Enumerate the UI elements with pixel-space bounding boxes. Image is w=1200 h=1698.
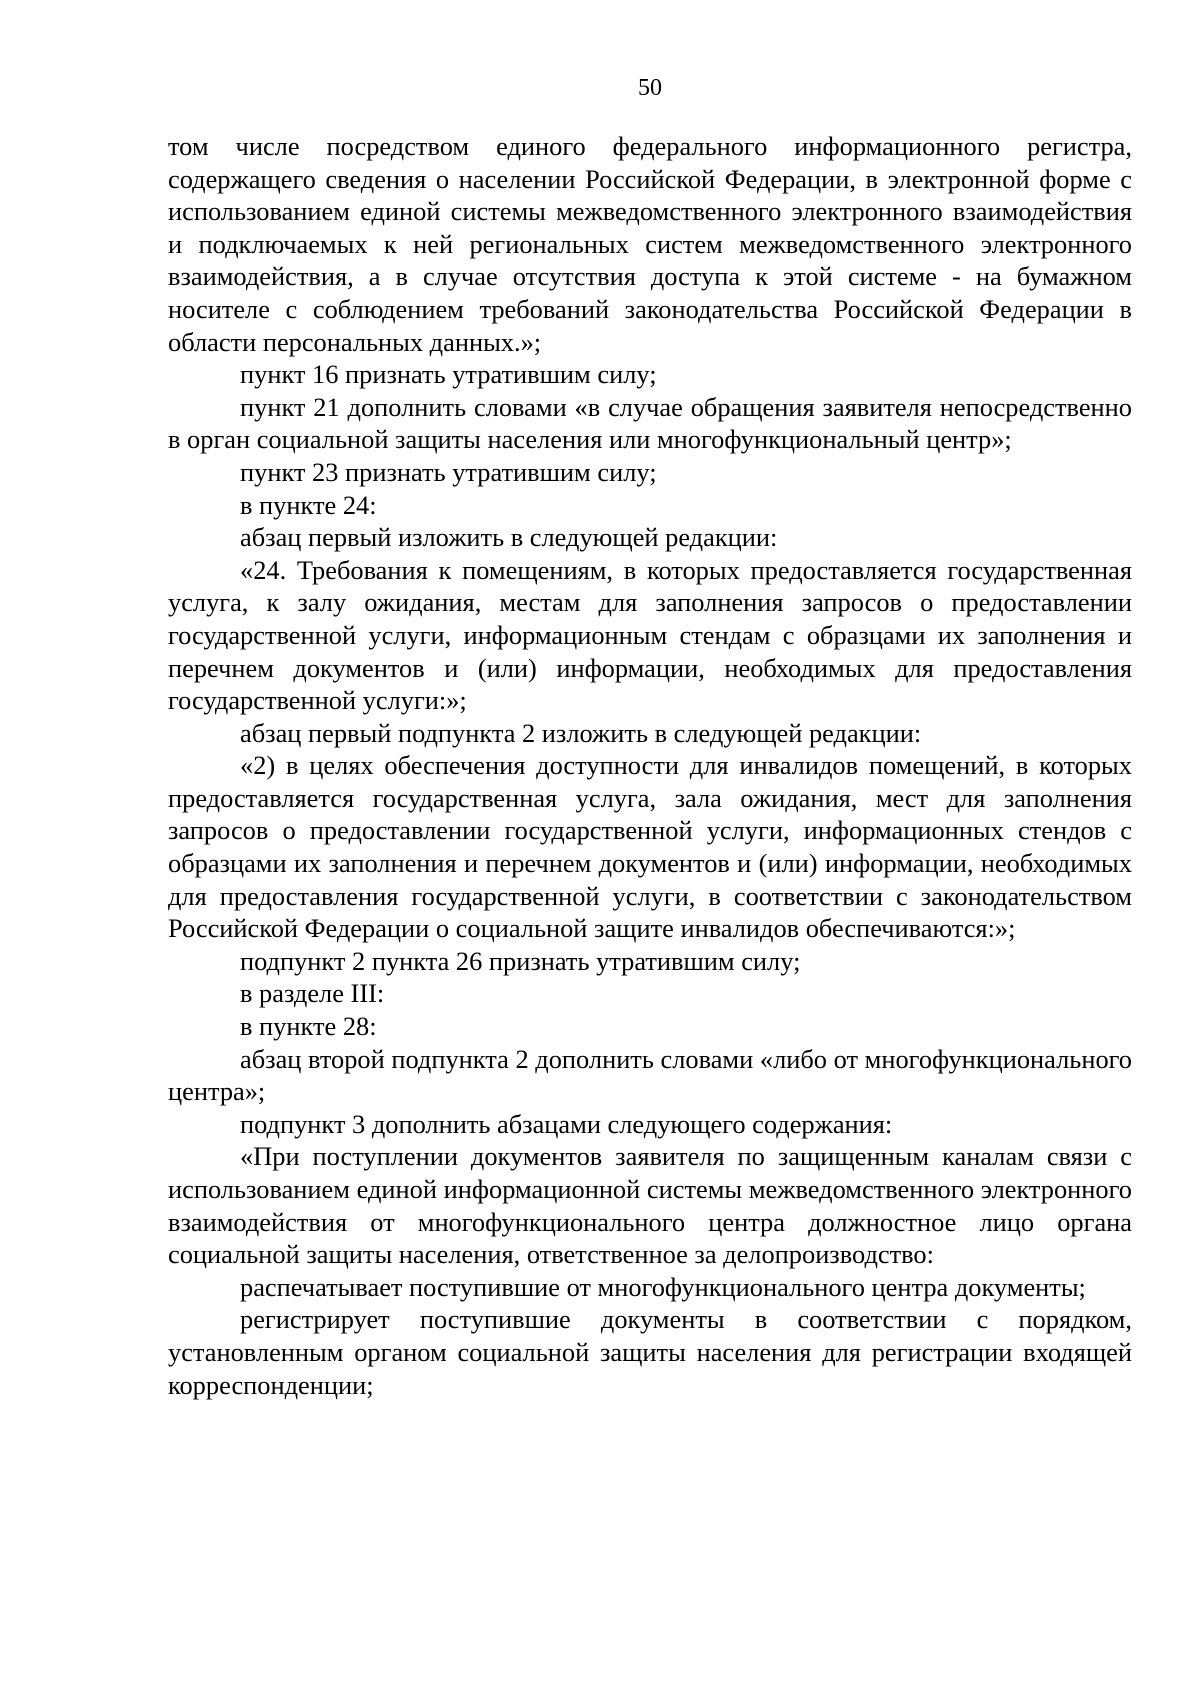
- page-number: 50: [638, 75, 662, 101]
- paragraph-abzac-second: абзац второй подпункта 2 дополнить словами «либо от многофункционального центра»;: [168, 1043, 1132, 1107]
- paragraph-registers: регистрирует поступившие документы в соответствии с порядком, установленным органом социальной защиты населения для регистрации входящей корреспонденции;: [168, 1304, 1132, 1400]
- paragraph-item-23: пункт 23 признать утратившим силу;: [240, 456, 657, 487]
- paragraph-section-3: в разделе III:: [240, 978, 385, 1009]
- paragraph-abzac-first: абзац первый изложить в следующей редакции:: [240, 522, 778, 553]
- paragraph-item-16: пункт 16 признать утратившим силу;: [240, 359, 657, 390]
- paragraph-quote-24: «24. Требования к помещениям, в которых предоставляется государственная услуга, к залу ожидания, местам для заполнения запросов о предоставлении государственной услуги, информационным стендам с образцами их заполнения и перечнем документов и (или) информации, необходимых для предоставления государственной услуги:»;: [168, 554, 1132, 716]
- paragraph-item-24: в пункте 24:: [240, 489, 377, 520]
- paragraph-item-28: в пункте 28:: [240, 1011, 377, 1042]
- paragraph-subitem-3: подпункт 3 дополнить абзацами следующего содержания:: [240, 1108, 893, 1139]
- paragraph-subitem-2-header: абзац первый подпункта 2 изложить в следующей редакции:: [240, 717, 922, 748]
- paragraph-item-26: подпункт 2 пункта 26 признать утратившим силу;: [240, 945, 801, 976]
- paragraph-continuation: том числе посредством единого федерального информационного регистра, содержащего сведения о населении Российской Федерации, в электронной форме с использованием единой системы межведомственного электронного взаимодействия и подключаемых к ней региональных систем межведомственного электронного взаимодействия, а в случае отсутствия доступа к этой системе - на бумажном носителе с соблюдением требований законодательства Российской Федерации в области персональных данных.»;: [168, 131, 1132, 357]
- paragraph-quote-receipt: «При поступлении документов заявителя по защищенным каналам связи с использованием единой информационной системы межведомственного электронного взаимодействия от многофункционального центра должностное лицо органа социальной защиты населения, ответственное за делопроизводство:: [168, 1141, 1132, 1270]
- document-body: [168, 130, 1132, 1401]
- paragraph-prints: распечатывает поступившие от многофункционального центра документы;: [240, 1271, 1086, 1302]
- paragraph-quote-subitem-2: «2) в целях обеспечения доступности для инвалидов помещений, в которых предоставляется государственная услуга, зала ожидания, мест для заполнения запросов о предоставлении государственной услуги, информационных стендов с образцами их заполнения и перечнем документов и (или) информации, необходимых для предоставления государственной услуги, в соответствии с законодательством Российской Федерации о социальной защите инвалидов обеспечиваются:»;: [168, 750, 1132, 944]
- paragraph-item-21: пункт 21 дополнить словами «в случае обращения заявителя непосредственно в орган социальной защиты населения или многофункциональный центр»;: [168, 391, 1132, 455]
